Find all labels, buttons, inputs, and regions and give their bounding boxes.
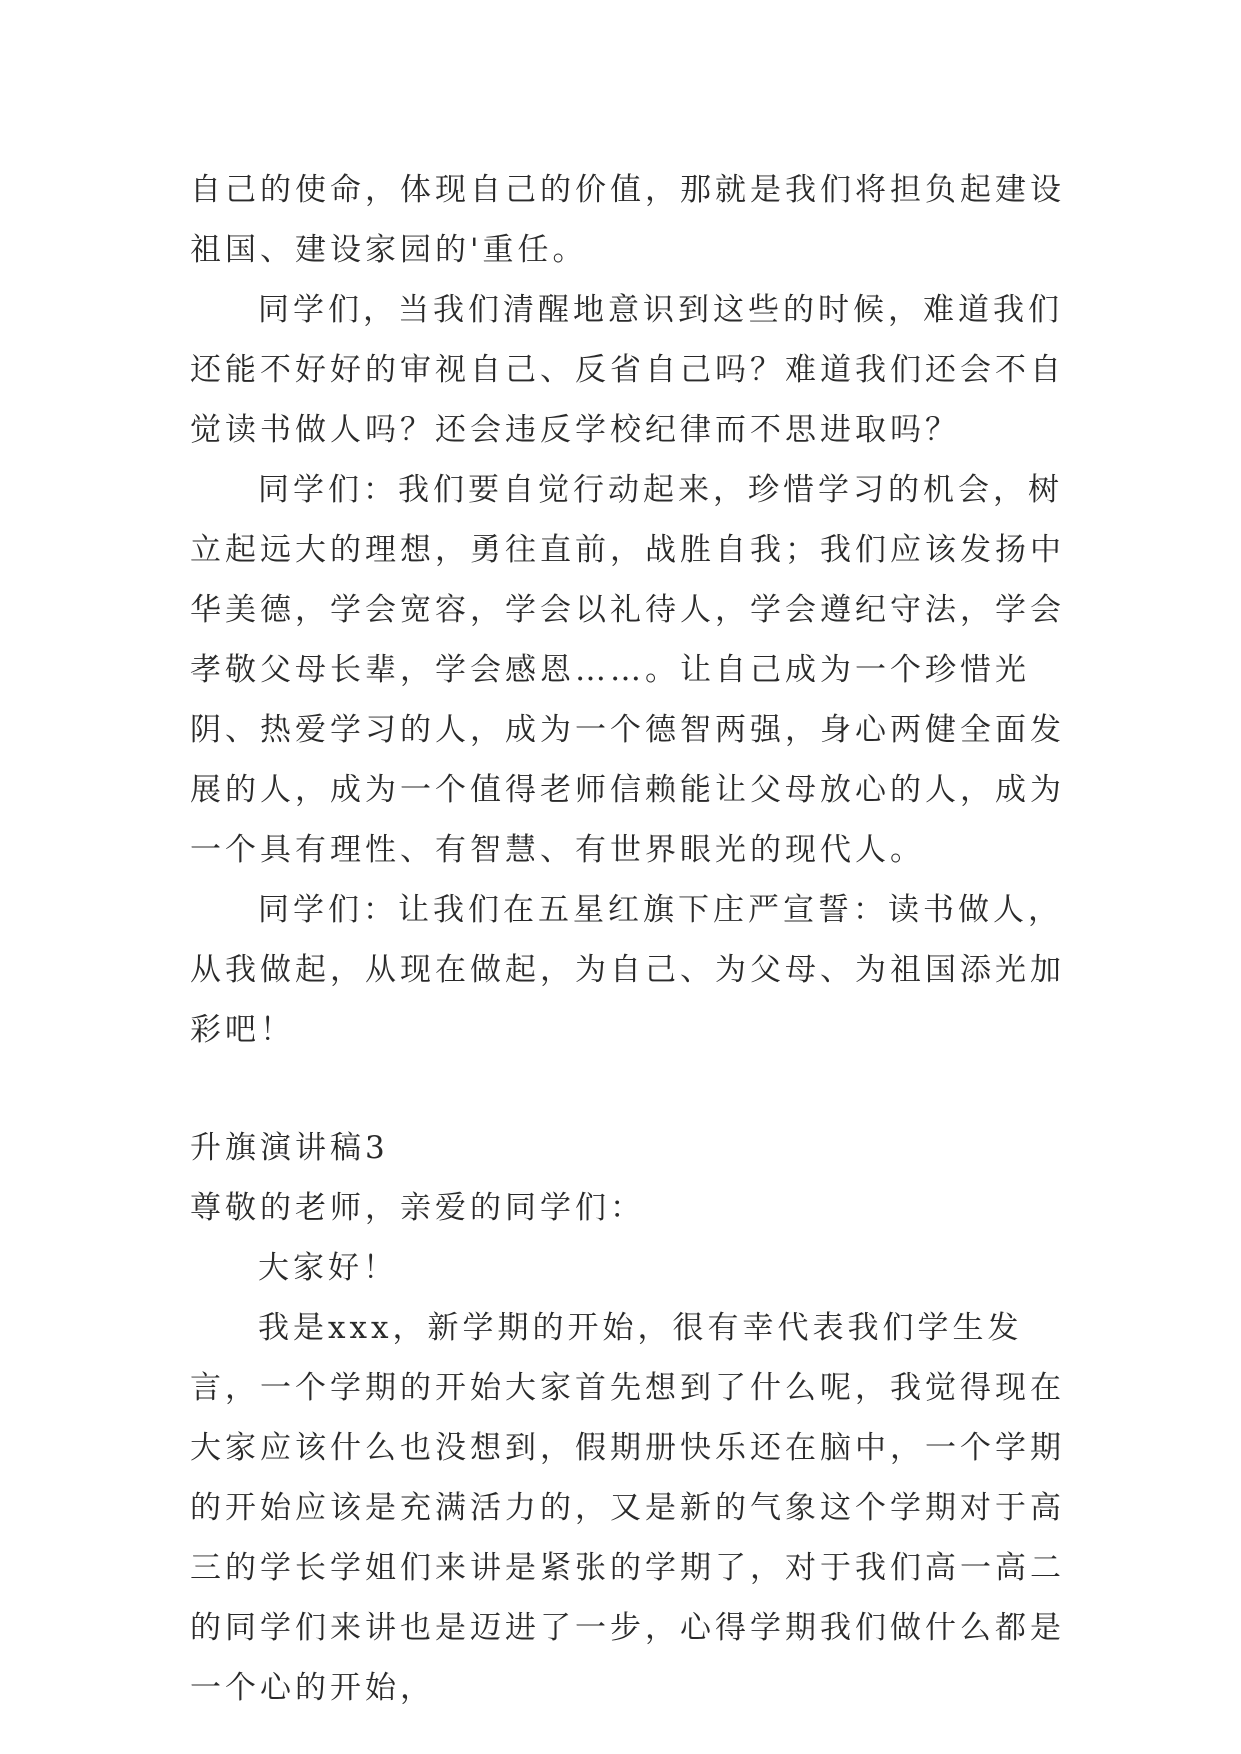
greeting: 大家好！ [258,1250,398,1286]
paragraph-reflection: 同学们，当我们清醒地意识到这些的时候，难道我们还能不好好的审视自己、反省自己吗？难道我们还会不自觉读书做人吗？还会违反学校纪律而不思进取吗？ [190,292,1065,448]
paragraph-continuation: 自己的使命，体现自己的价值，那就是我们将担负起建设祖国、建设家园的'重任。 [190,172,1065,268]
salutation: 尊敬的老师，亲爱的同学们： [190,1190,645,1226]
paragraph-pledge: 同学们：让我们在五星红旗下庄严宣誓：读书做人，从我做起，从现在做起，为自己、为父母、为祖国添光加彩吧！ [190,892,1065,1048]
document-page [190,160,1070,1718]
section-gap [190,1060,1070,1118]
section-title: 升旗演讲稿3 [190,1130,389,1166]
paragraph-call-to-action: 同学们：我们要自觉行动起来，珍惜学习的机会，树立起远大的理想，勇往直前，战胜自我；我们应该发扬中华美德，学会宽容，学会以礼待人，学会遵纪守法，学会孝敬父母长辈，学会感恩……。让自己成为一个珍惜光阴、热爱学习的人，成为一个德智两强，身心两健全面发展的人，成为一个值得老师信赖能让父母放心的人，成为一个具有理性、有智慧、有世界眼光的现代人。 [190,472,1065,868]
paragraph-speech-body: 我是xxx，新学期的开始，很有幸代表我们学生发言，一个学期的开始大家首先想到了什么呢，我觉得现在大家应该什么也没想到，假期册快乐还在脑中，一个学期的开始应该是充满活力的，又是新的气象这个学期对于高三的学长学姐们来讲是紧张的学期了，对于我们高一高二的同学们来讲也是迈进了一步，心得学期我们做什么都是一个心的开始， [190,1310,1065,1706]
